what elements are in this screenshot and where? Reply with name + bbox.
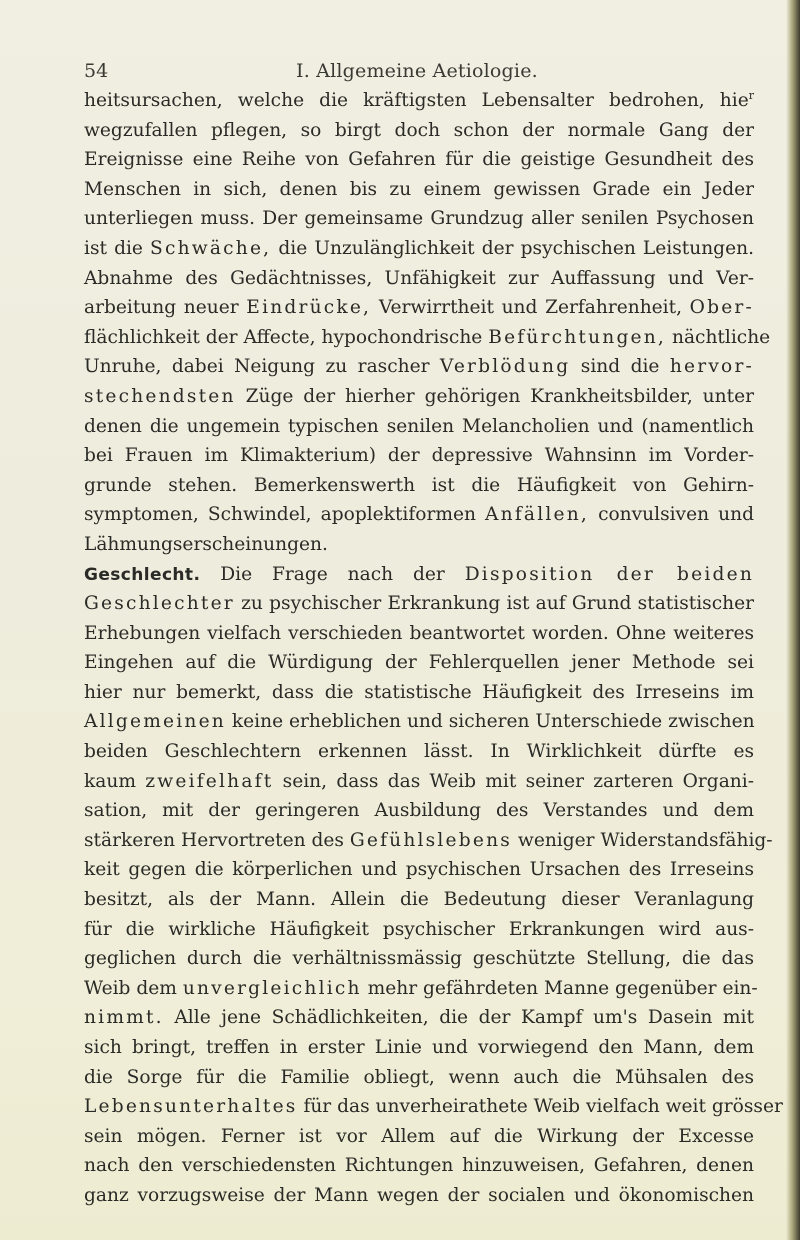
emphasis: Eindrücke, bbox=[246, 297, 372, 319]
page-number: 54 bbox=[84, 60, 109, 82]
emphasis: nimmt. bbox=[84, 1007, 164, 1029]
text-line: geglichen durch die verhältnissmässig geschützte Stellung, die das bbox=[84, 948, 754, 970]
emphasis: Ober- bbox=[689, 297, 754, 319]
text-line: grunde stehen. Bemerkenswerth ist die Häufigkeit von Gehirn- bbox=[84, 474, 754, 496]
text-line: Ereignisse eine Reihe von Gefahren für die geistige Gesundheit des bbox=[84, 149, 754, 171]
text-line: Menschen in sich, denen bis zu einem gewissen Grade ein Jeder bbox=[84, 178, 754, 200]
text-line: Lebensunterhaltes für das unverheirathete Weib vielfach weit grösser bbox=[84, 1096, 783, 1118]
text-line: symptomen, Schwindel, apoplektiformen Anfällen, convulsiven und bbox=[84, 504, 754, 526]
text-line: sation, mit der geringeren Ausbildung des Verstandes und dem bbox=[84, 800, 754, 822]
text-line: nimmt. Alle jene Schädlichkeiten, die der Kampf um's Dasein mit bbox=[84, 1007, 754, 1029]
text-line: keit gegen die körperlichen und psychischen Ursachen des Irreseins bbox=[84, 859, 754, 881]
chapter-title: I. Allgemeine Aetiologie. bbox=[296, 60, 538, 82]
section-heading: Geschlecht. bbox=[84, 564, 201, 585]
text-line: beiden Geschlechtern erkennen lässt. In Wirklichkeit dürfte es bbox=[84, 741, 754, 763]
page-edge-shadow bbox=[786, 0, 800, 1240]
text-line: Erhebungen vielfach verschieden beantwortet worden. Ohne weiteres bbox=[84, 622, 754, 644]
emphasis: Disposition der beiden bbox=[464, 563, 754, 585]
text-line: Eingehen auf die Würdigung der Fehlerquellen jener Methode sei bbox=[84, 652, 754, 674]
text-line: Geschlecht. Die Frage nach der Disposition der beiden bbox=[84, 563, 754, 585]
text-line: heitsursachen, welche die kräftigsten Lebensalter bedrohen, hie$^r$ bbox=[84, 88, 754, 111]
emphasis: unvergleichlich bbox=[182, 977, 362, 999]
emphasis: Allgemeinen bbox=[84, 711, 226, 733]
text-line: ganz vorzugsweise der Mann wegen der socialen und ökonomischen bbox=[84, 1184, 754, 1206]
text-line: Geschlechter zu psychischer Erkrankung ist auf Grund statistischer bbox=[84, 593, 754, 615]
emphasis: Befürchtungen, bbox=[488, 326, 667, 348]
text-line: stärkeren Hervortreten des Gefühlslebens weniger Widerstandsfähig- bbox=[84, 829, 773, 851]
text-line: nach den verschiedensten Richtungen hinzuweisen, Gefahren, denen bbox=[84, 1155, 754, 1177]
text-line: flächlichkeit der Affecte, hypochondrische Befürchtungen, nächtliche bbox=[84, 326, 771, 348]
emphasis: zweifelhaft bbox=[145, 770, 274, 792]
emphasis: Gefühlslebens bbox=[349, 829, 512, 851]
text-line: die Sorge für die Familie obliegt, wenn auch die Mühsalen des bbox=[84, 1066, 754, 1088]
emphasis: Lebensunterhaltes bbox=[84, 1096, 298, 1118]
text-line: unterliegen muss. Der gemeinsame Grundzug aller senilen Psychosen bbox=[84, 208, 754, 230]
text-line: denen die ungemein typischen senilen Melancholien und (namentlich bbox=[84, 415, 754, 437]
emphasis: Verblödung bbox=[439, 356, 571, 378]
text-line: stechendsten Züge der hierher gehörigen Krankheitsbilder, unter bbox=[84, 385, 754, 407]
text-line: bei Frauen im Klimakterium) der depressive Wahnsinn im Vorder- bbox=[84, 445, 754, 467]
body-text bbox=[84, 86, 783, 1211]
text-line: ist die Schwäche, die Unzulänglichkeit der psychischen Leistungen. bbox=[84, 237, 754, 259]
text-line: Unruhe, dabei Neigung zu rascher Verblödung sind die hervor- bbox=[84, 356, 755, 378]
emphasis: Geschlechter bbox=[84, 593, 235, 615]
text-line: wegzufallen pflegen, so birgt doch schon der normale Gang der bbox=[84, 119, 754, 141]
text-line: kaum zweifelhaft sein, dass das Weib mit seiner zarteren Organi- bbox=[84, 770, 754, 792]
text-line: Weib dem unvergleichlich mehr gefährdeten Manne gegenüber ein- bbox=[84, 977, 758, 999]
emphasis: Anfällen, bbox=[485, 504, 589, 526]
text-line: Abnahme des Gedächtnisses, Unfähigkeit zur Auffassung und Ver- bbox=[84, 267, 754, 289]
text-line: sich bringt, treffen in erster Linie und vorwiegend den Mann, dem bbox=[84, 1037, 754, 1058]
text-line: Lähmungserscheinungen. bbox=[84, 533, 328, 555]
text-line: sein mögen. Ferner ist vor Allem auf die Wirkung der Excesse bbox=[84, 1125, 754, 1147]
emphasis: Schwäche, bbox=[150, 237, 272, 259]
emphasis: hervor- bbox=[669, 356, 755, 378]
text-line: hier nur bemerkt, dass die statistische Häufigkeit des Irreseins im bbox=[84, 681, 754, 703]
emphasis: stechendsten bbox=[84, 385, 236, 407]
running-header bbox=[84, 56, 754, 86]
text-line: arbeitung neuer Eindrücke, Verwirrtheit und Zerfahrenheit, Ober- bbox=[84, 297, 754, 319]
text-line: besitzt, als der Mann. Allein die Bedeutung dieser Veranlagung bbox=[84, 889, 754, 911]
text-line: Allgemeinen keine erheblichen und sicheren Unterschiede zwischen bbox=[84, 711, 755, 733]
text-line: für die wirkliche Häufigkeit psychischer Erkrankungen wird aus- bbox=[84, 918, 754, 940]
